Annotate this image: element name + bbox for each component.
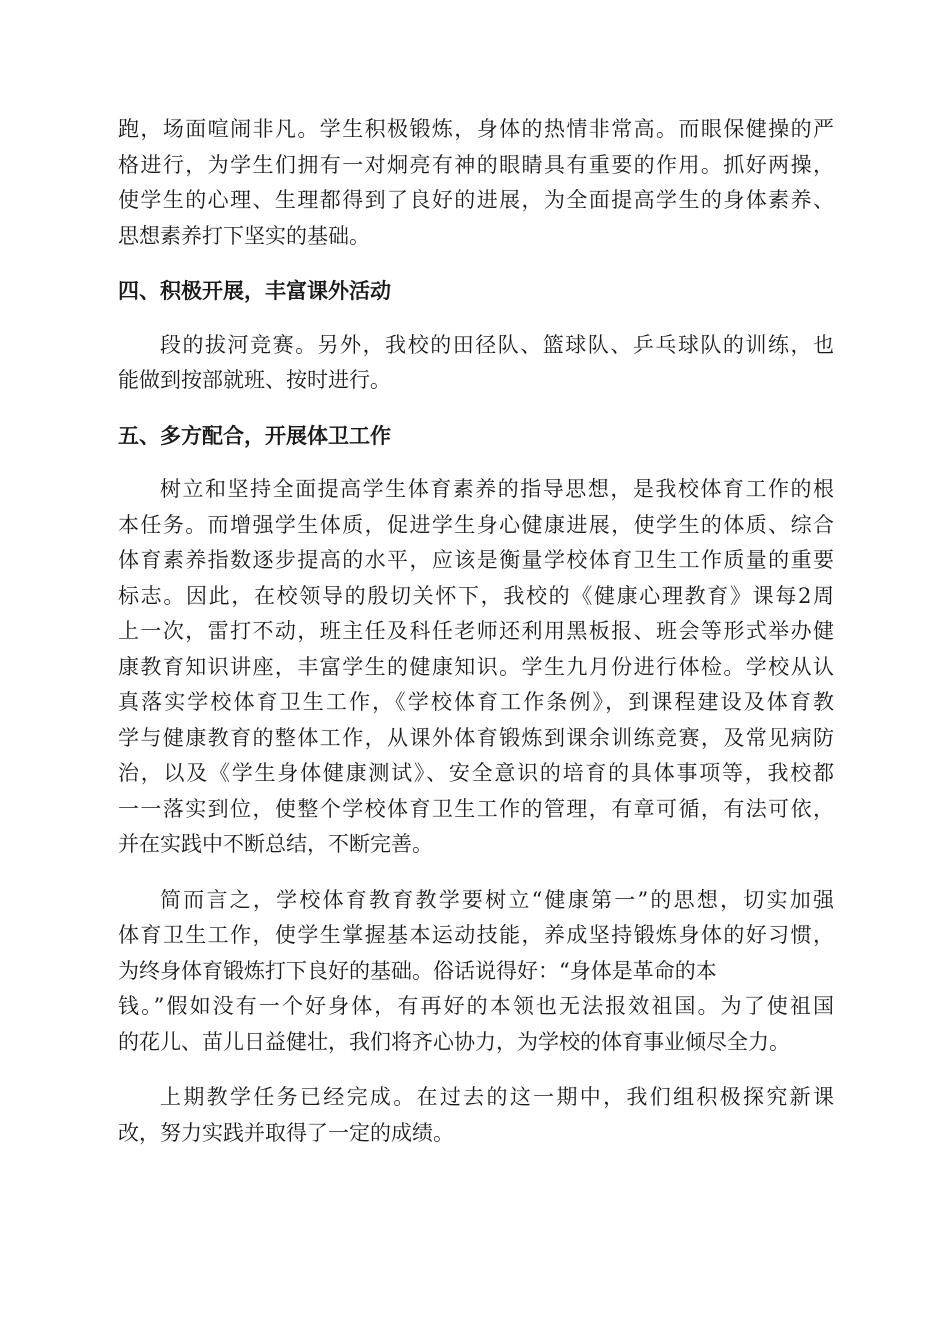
paragraph-two-exercises xyxy=(118,112,834,254)
text-line: 为终身体育锻炼打下良好的基础。俗话说得好：“身体是革命的本 xyxy=(118,958,717,983)
text-line: 格进行，为学生们拥有一对炯亮有神的眼睛具有重要的作用。抓好两操， xyxy=(118,152,834,177)
text-line: 钱。”假如没有一个好身体，有再好的本领也无法报效祖国。为了使祖国 xyxy=(118,994,834,1018)
text-line: 上期教学任务已经完成。在过去的这一期中，我们组积极探究新课 xyxy=(160,1085,834,1109)
text-line: 学与健康教育的整体工作，从课外体育锻炼到课余训练竞赛，及常见病防 xyxy=(118,725,834,750)
text-line: 康教育知识讲座，丰富学生的健康知识。学生九月份进行体检。学校从认 xyxy=(118,654,834,679)
text-line: 能做到按部就班、按时进行。 xyxy=(118,368,391,392)
section-heading-5: 五、多方配合，开展体卫工作 xyxy=(118,423,391,448)
text-line: 体育素养指数逐步提高的水平，应该是衡量学校体育卫生工作质量的重要 xyxy=(118,548,834,572)
paragraph-conclusion xyxy=(118,883,834,1061)
text-line: 使学生的心理、生理都得到了良好的进展，为全面提高学生的身体素养、 xyxy=(118,188,834,212)
text-line: 跑，场面喧闹非凡。学生积极锻炼，身体的热情非常高。而眼保健操的严 xyxy=(118,117,834,141)
text-line: 树立和坚持全面提高学生体育素养的指导思想，是我校体育工作的根 xyxy=(160,477,834,501)
section-heading-4: 四、积极开展，丰富课外活动 xyxy=(118,279,391,303)
text-line: 上一次，雷打不动，班主任及科任老师还利用黑板报、班会等形式举办健 xyxy=(118,619,834,643)
text-line: 思想素养打下坚实的基础。 xyxy=(118,223,370,248)
text-line: 并在实践中不断总结，不断完善。 xyxy=(118,832,433,856)
text-line: 体育卫生工作，使学生掌握基本运动技能，养成坚持锻炼身体的好习惯， xyxy=(118,923,834,947)
text-line: 一一落实到位，使整个学校体育卫生工作的管理，有章可循，有法可依， xyxy=(118,796,834,821)
paragraph-teaching-summary xyxy=(118,1080,834,1151)
text-line: 治，以及《学生身体健康测试》、安全意识的培育的具体事项等，我校都 xyxy=(118,761,834,785)
text-line: 的花儿、苗儿日益健壮，我们将齐心协力，为学校的体育事业倾尽全力。 xyxy=(118,1029,790,1054)
text-line: 本任务。而增强学生体质，促进学生身心健康进展，使学生的体质、综合 xyxy=(118,512,834,537)
document-page xyxy=(118,112,834,1151)
text-line: 简而言之，学校体育教育教学要树立“健康第一”的思想，切实加强 xyxy=(160,887,834,912)
text-line: 真落实学校体育卫生工作，《学校体育工作条例》，到课程建设及体育教 xyxy=(118,690,834,714)
text-line: 标志。因此，在校领导的殷切关怀下，我校的《健康心理教育》课每2周 xyxy=(118,583,834,608)
paragraph-extracurricular xyxy=(118,328,834,399)
paragraph-health-work xyxy=(118,472,834,863)
text-line: 改，努力实践并取得了一定的成绩。 xyxy=(118,1120,454,1145)
text-line: 段的拔河竞赛。另外，我校的田径队、篮球队、乒乓球队的训练，也 xyxy=(160,332,834,357)
